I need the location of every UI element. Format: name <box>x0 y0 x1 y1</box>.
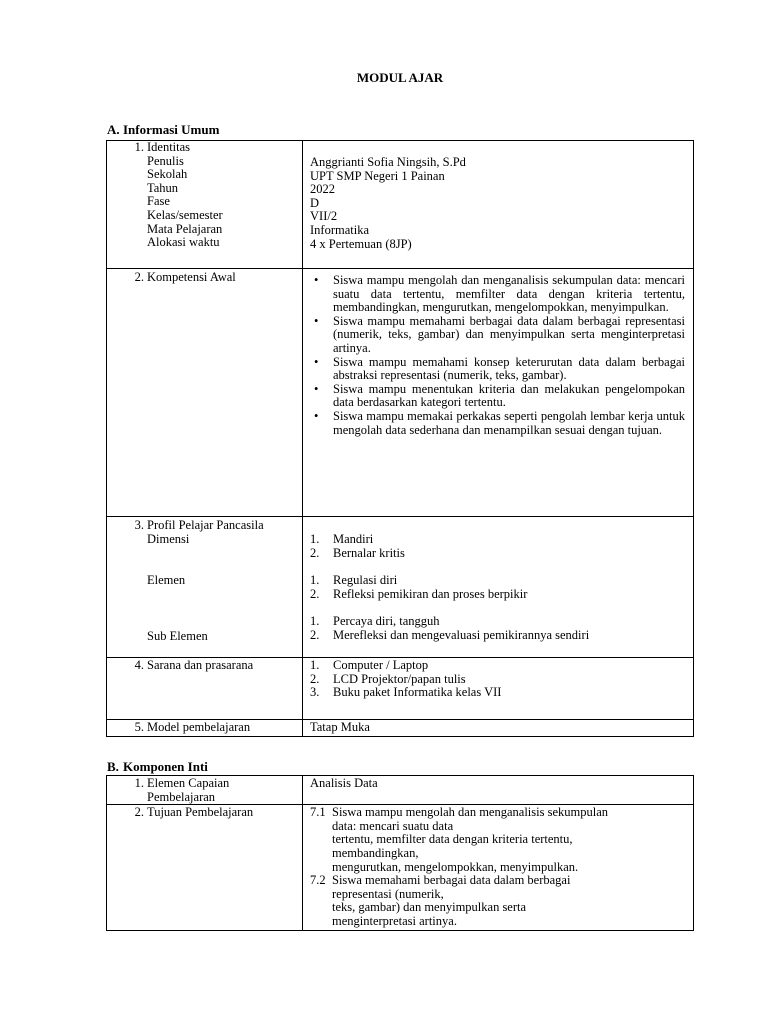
list-item: 2. Bernalar kritis <box>310 545 405 560</box>
tujuan-label: Tujuan Pembelajaran <box>147 805 254 820</box>
elemen-label: Elemen <box>147 573 186 588</box>
row-number: 2. <box>134 270 144 284</box>
identitas-label-cell <box>107 141 303 269</box>
list-item: 1. Percaya diri, tangguh <box>310 614 440 629</box>
model-value: Tatap Muka <box>303 720 694 737</box>
model-label-cell <box>107 720 303 737</box>
document-title: MODUL AJAR <box>356 70 444 85</box>
model-row <box>107 720 694 737</box>
list-item: 2. Refleksi pemikiran dan proses berpikir <box>310 586 528 601</box>
section-a-heading <box>107 123 219 137</box>
identitas-field: Penulis <box>147 153 184 168</box>
section-b-heading <box>107 760 208 774</box>
list-item: • Siswa mampu memahami berbagai data dalam berbagai representasi (numerik, teks, gambar) dan menyimpulkan serta menginterpretasi artinya. <box>310 315 685 356</box>
row-number: 3. <box>134 518 144 532</box>
identitas-value: 2022 <box>310 182 335 197</box>
sarana-label: Sarana dan prasarana <box>147 658 254 672</box>
list-item: • Siswa mampu mengolah dan menganalisis sekumpulan data: mencari suatu data tertentu, memfilter data dengan kriteria tertentu, membandingkan, mengurutkan, mengelompokkan, menyimpulkan. <box>310 274 685 315</box>
list-item: • Siswa mampu memakai perkakas seperti pengolah lembar kerja untuk mengolah data sederhana dan menampilkan sesuai dengan tujuan. <box>310 410 685 437</box>
bullet-icon: • <box>314 273 319 287</box>
sub-elemen-label: Sub Elemen <box>147 628 208 643</box>
section-a-title: Informasi Umum <box>123 122 220 137</box>
identitas-field: Sekolah <box>147 167 188 182</box>
section-b-title: Komponen Inti <box>123 759 208 774</box>
profil-values <box>303 517 694 658</box>
identitas-row <box>107 141 694 269</box>
identitas-field: Mata Pelajaran <box>147 221 223 236</box>
list-item: 2. Merefleksi dan mengevaluasi pemikirannya sendiri <box>310 627 590 642</box>
row-number: 2. <box>134 805 144 820</box>
profil-label-cell <box>107 517 303 658</box>
kompetensi-label-cell <box>107 269 303 517</box>
kompetensi-row <box>107 269 694 517</box>
section-a-letter: A. <box>107 122 120 137</box>
identitas-value-cell <box>303 141 694 269</box>
identitas-value: VII/2 <box>310 209 338 224</box>
identitas-label: Identitas <box>147 140 191 154</box>
bullet-icon: • <box>314 354 319 369</box>
elemen-capaian-label-cont: Pembelajaran <box>147 789 216 804</box>
bullet-icon: • <box>314 313 319 328</box>
section-b-letter: B. <box>107 759 119 774</box>
list-item: 3. Buku paket Informatika kelas VII <box>310 685 502 700</box>
list-item: 1. Regulasi diri <box>310 573 398 588</box>
elemen-capaian-label: Elemen Capaian <box>147 776 230 790</box>
elemen-capaian-row <box>107 776 694 805</box>
bullet-icon: • <box>314 381 319 396</box>
kompetensi-label: Kompetensi Awal <box>147 270 236 284</box>
identitas-field: Tahun <box>147 180 179 195</box>
dimensi-label: Dimensi <box>147 531 190 546</box>
identitas-field: Alokasi waktu <box>147 235 220 250</box>
identitas-value: 4 x Pertemuan (8JP) <box>310 236 412 251</box>
identitas-value: UPT SMP Negeri 1 Painan <box>310 168 445 183</box>
informasi-umum-table <box>106 140 694 737</box>
row-number: 5. <box>134 720 144 734</box>
sarana-row <box>107 658 694 720</box>
komponen-inti-table <box>106 775 694 931</box>
identitas-field: Kelas/semester <box>147 207 223 222</box>
identitas-value: D <box>310 195 320 210</box>
tujuan-label-cell <box>107 805 303 931</box>
list-item: 1. Mandiri <box>310 532 374 546</box>
list-item: 1. Computer / Laptop <box>310 658 429 672</box>
list-item: 7.2 Siswa memahami berbagai data dalam berbagai representasi (numerik, teks, gambar) dan menyimpulkan serta menginterpretasi artinya. <box>310 873 571 928</box>
bullet-icon: • <box>314 408 319 423</box>
row-number: 4. <box>134 658 144 672</box>
elemen-capaian-label-cell <box>107 776 303 805</box>
kompetensi-list <box>303 269 694 517</box>
tujuan-row <box>107 805 694 931</box>
list-item: 2. LCD Projektor/papan tulis <box>310 671 466 686</box>
profil-row <box>107 517 694 658</box>
row-number: 1. <box>134 140 144 154</box>
tujuan-list <box>303 805 694 931</box>
row-number: 1. <box>134 776 144 790</box>
list-item: • Siswa mampu menentukan kriteria dan melakukan pengelompokan data berdasarkan kategori tertentu. <box>310 383 685 410</box>
identitas-value: Anggrianti Sofia Ningsih, S.Pd <box>310 155 466 169</box>
list-item: 7.1 Siswa mampu mengolah dan menganalisis sekumpulan data: mencari suatu data tertentu, memfilter data dengan kriteria tertentu, membandingkan, mengurutkan, mengelompokkan, menyimpulkan. <box>310 805 608 874</box>
identitas-field: Fase <box>147 194 170 209</box>
model-label: Model pembelajaran <box>147 720 251 734</box>
profil-label: Profil Pelajar Pancasila <box>147 518 264 532</box>
sarana-list <box>303 658 694 720</box>
identitas-value: Informatika <box>310 222 370 237</box>
list-item: • Siswa mampu memahami konsep keterurutan data dalam berbagai abstraksi representasi (numerik, teks, gambar). <box>310 356 685 383</box>
elemen-capaian-value: Analisis Data <box>303 776 694 805</box>
sarana-label-cell <box>107 658 303 720</box>
